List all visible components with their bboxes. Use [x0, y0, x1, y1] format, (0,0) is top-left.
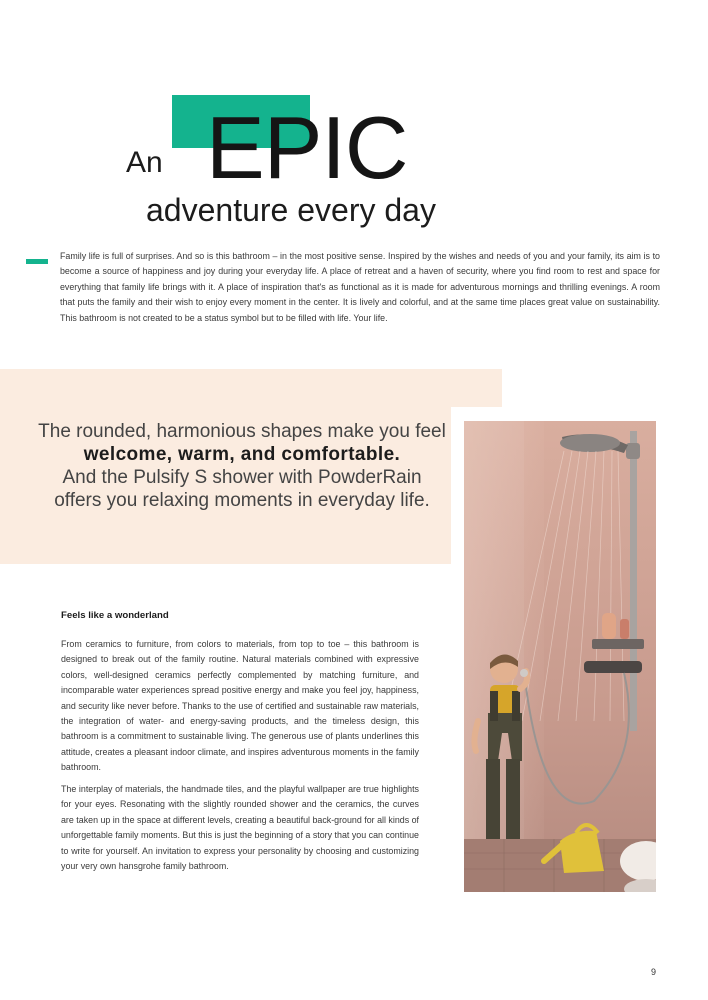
title-main: EPIC	[206, 98, 408, 197]
accent-dash	[26, 259, 48, 264]
page-number: 9	[651, 967, 657, 977]
quote-line-1: The rounded, harmonious shapes make you feel	[38, 421, 446, 442]
bathroom-photo	[464, 421, 656, 892]
title-prefix: An	[126, 146, 163, 179]
title-subtitle: adventure every day	[146, 192, 436, 228]
section-heading: Feels like a wonderland	[61, 610, 169, 621]
quote-line-3: And the Pulsify S shower with PowderRain	[62, 467, 422, 488]
quote-emphasis: welcome, warm, and comfortable.	[83, 444, 401, 465]
shower-child-illustration	[464, 421, 656, 892]
body-paragraph-2: The interplay of materials, the handmade tiles, and the playful wallpaper are true highlights for your eyes. Resonating with the slightly rounded shower and the ceramics, the curves are taken up in the space at different levels, creating a beautiful back-ground for all kinds of unforgettable family moments. But this is just the beginning of a story that you can continue to write for yourself. An invitation to express your personality by choosing and customizing your very own hansgrohe family bathroom.	[61, 784, 420, 872]
intro-paragraph: Family life is full of surprises. And so is this bathroom – in the most positive sense. Inspired by the wishes and needs of you and your family, its aim is to become a source of happiness and joy during your everyday life. A place of retreat and a haven of security, where you find room to rest and space for everything that family life brings with it. A place of inspiration that's as functional as it is made for adventurous mornings and thrilling evenings. A room that puts the family and their wish to enjoy every moment in the center. It is lively and colorful, and at the same time places great value on sustainability. This bathroom is not created to be a status symbol but to be filled with life. Your life.	[60, 251, 660, 323]
body-paragraph-1: From ceramics to furniture, from colors to materials, from top to toe – this bathroom is designed to break out of the family routine. Natural materials combined with expressive colors, well-designed ceramics perfectly complemented by matching furniture, and incomparable water experiences spread positive energy and make you feel joy, happiness, and security like never before. Thanks to the use of certified and sustainable raw materials, the integration of water- and energy-saving products, and the timeless design, this bathroom is a commitment to sustainable living. The generous use of plants underlines this attitude, creates a pleasant indoor climate, and inspires adventurous moments in the family bathroom.	[61, 639, 419, 773]
quote-line-4: offers you relaxing moments in everyday life.	[54, 490, 430, 511]
pull-quote	[0, 420, 484, 512]
